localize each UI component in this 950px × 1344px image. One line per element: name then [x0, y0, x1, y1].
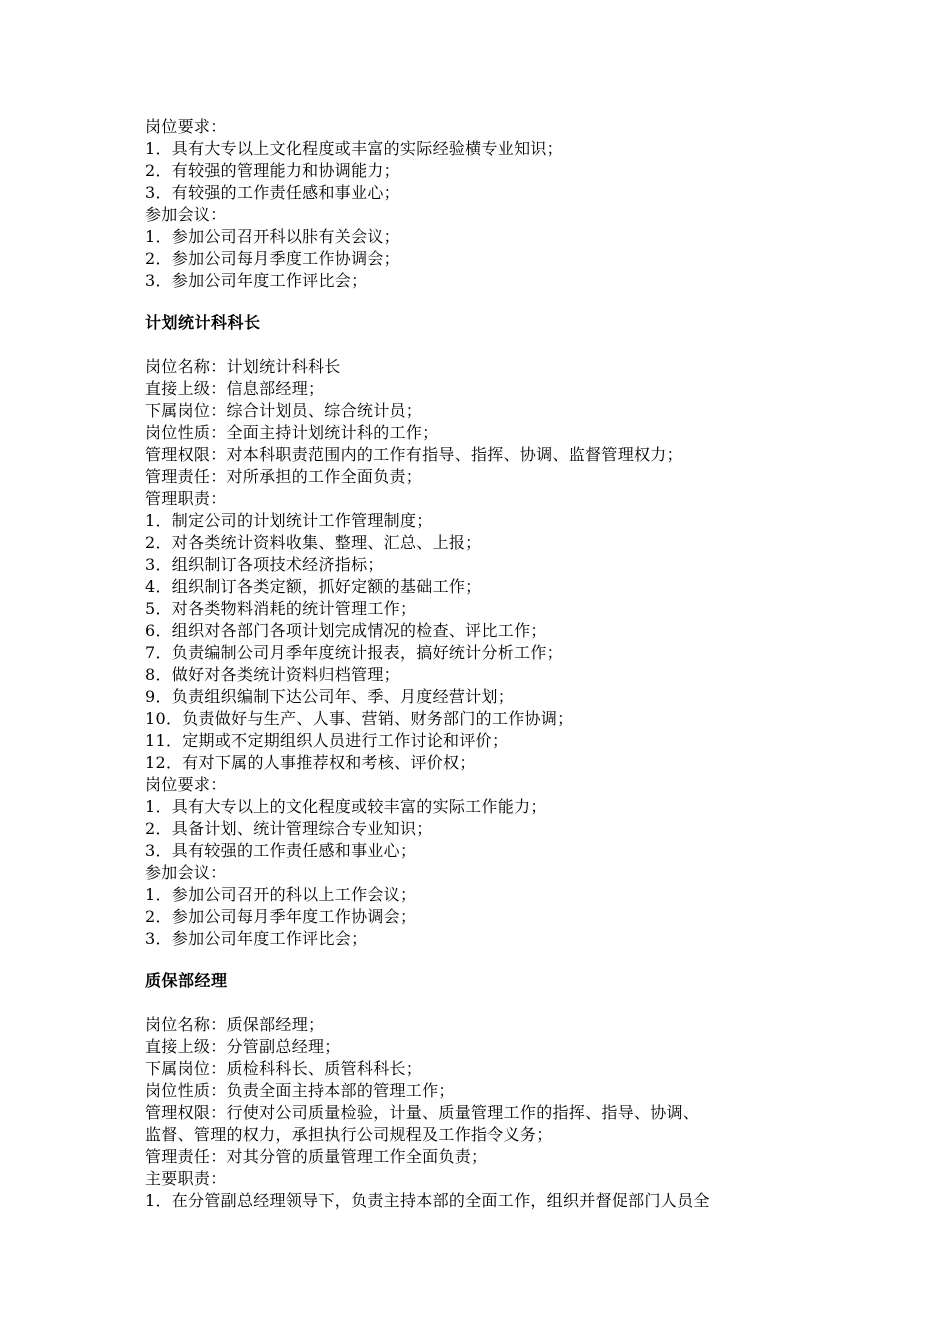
- text-line: 3．参加公司年度工作评比会；: [145, 929, 368, 948]
- text-line: 3．有较强的工作责任感和事业心；: [145, 183, 400, 202]
- section-heading: 计划统计科科长: [145, 313, 261, 332]
- text-line: 1．制定公司的计划统计工作管理制度；: [145, 511, 433, 530]
- text-line: 12．有对下属的人事推荐权和考核、评价权；: [145, 753, 476, 772]
- text-line: 参加会议：: [145, 863, 227, 882]
- text-line: 5．对各类物料消耗的统计管理工作；: [145, 599, 417, 618]
- document-page: [145, 116, 835, 1212]
- section-qa: [145, 970, 835, 1212]
- section-plan: [145, 312, 835, 950]
- text-line: 8．做好对各类统计资料归档管理；: [145, 665, 400, 684]
- text-line: 1．在分管副总经理领导下，负责主持本部的全面工作，组织并督促部门人员全: [145, 1191, 710, 1210]
- text-line: 管理权限：行使对公司质量检验，计量、质量管理工作的指挥、指导、协调、: [145, 1103, 700, 1122]
- text-line: 管理权限：对本科职责范围内的工作有指导、指挥、协调、监督管理权力；: [145, 445, 683, 464]
- text-line: 6．组织对各部门各项计划完成情况的检查、评比工作；: [145, 621, 547, 640]
- text-line: 1．参加公司召开科以胩有关会议；: [145, 227, 400, 246]
- text-line: 下属岗位：质检科科长、质管科科长；: [145, 1059, 423, 1078]
- text-line: 直接上级：信息部经理；: [145, 379, 325, 398]
- text-line: 管理责任：对其分管的质量管理工作全面负责；: [145, 1147, 488, 1166]
- text-line: 管理责任：对所承担的工作全面负责；: [145, 467, 423, 486]
- text-line: 岗位性质：全面主持计划统计科的工作；: [145, 423, 439, 442]
- text-line: 主要职责：: [145, 1169, 227, 1188]
- text-line: 3．组织制订各项技术经济指标；: [145, 555, 384, 574]
- text-line: 7．负责编制公司月季年度统计报表，搞好统计分析工作；: [145, 643, 563, 662]
- text-line: 2．具备计划、统计管理综合专业知识；: [145, 819, 433, 838]
- text-line: 1．具有大专以上的文化程度或较丰富的实际工作能力；: [145, 797, 547, 816]
- text-line: 3．具有较强的工作责任感和事业心；: [145, 841, 417, 860]
- text-line: 3．参加公司年度工作评比会；: [145, 271, 368, 290]
- text-line: 11．定期或不定期组织人员进行工作讨论和评价；: [145, 731, 509, 750]
- text-line: 2．有较强的管理能力和协调能力；: [145, 161, 400, 180]
- text-line: 岗位性质：负责全面主持本部的管理工作；: [145, 1081, 455, 1100]
- text-line: 管理职责：: [145, 489, 227, 508]
- text-line: 2．对各类统计资料收集、整理、汇总、上报；: [145, 533, 482, 552]
- text-line: 岗位要求：: [145, 775, 227, 794]
- text-line: 下属岗位：综合计划员、综合统计员；: [145, 401, 423, 420]
- text-line: 参加会议：: [145, 205, 227, 224]
- text-line: 1．参加公司召开的科以上工作会议；: [145, 885, 417, 904]
- text-line: 直接上级：分管副总经理；: [145, 1037, 341, 1056]
- text-line: 1．具有大专以上文化程度或丰富的实际经验横专业知识；: [145, 139, 563, 158]
- text-line: 2．参加公司每月季度工作协调会；: [145, 249, 400, 268]
- text-line: 岗位要求：: [145, 117, 227, 136]
- section-heading: 质保部经理: [145, 971, 228, 990]
- text-line: 2．参加公司每月季年度工作协调会；: [145, 907, 417, 926]
- text-line: 岗位名称：质保部经理；: [145, 1015, 325, 1034]
- text-line: 监督、管理的权力，承担执行公司规程及工作指令义务；: [145, 1125, 553, 1144]
- section-top: [145, 116, 835, 292]
- text-line: 岗位名称：计划统计科科长: [145, 357, 341, 376]
- text-line: 9．负责组织编制下达公司年、季、月度经营计划；: [145, 687, 515, 706]
- text-line: 10．负责做好与生产、人事、营销、财务部门的工作协调；: [145, 709, 574, 728]
- text-line: 4．组织制订各类定额，抓好定额的基础工作；: [145, 577, 482, 596]
